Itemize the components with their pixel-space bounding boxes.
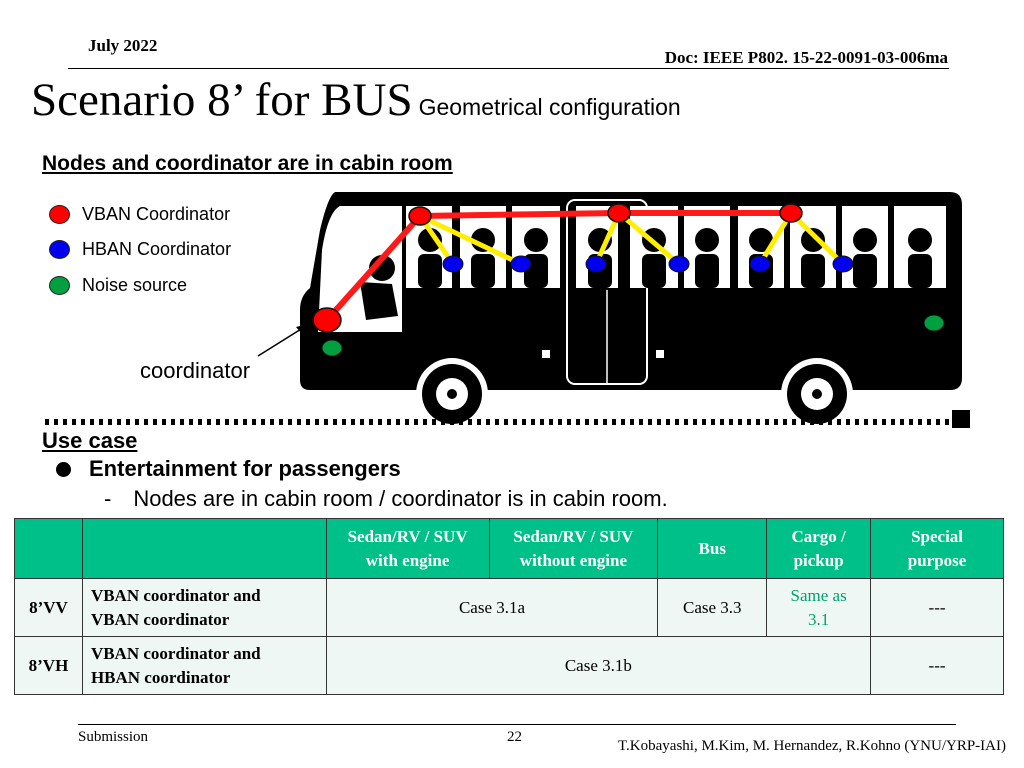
slide-title-sub: Geometrical configuration bbox=[418, 94, 681, 120]
row-description: VBAN coordinator and HBAN coordinator bbox=[82, 637, 326, 695]
legend-vban-label: VBAN Coordinator bbox=[82, 204, 231, 224]
diagram-heading: Nodes and coordinator are in cabin room bbox=[42, 152, 453, 175]
use-case-bullet-text: Entertainment for passengers bbox=[89, 456, 401, 481]
scenario-table bbox=[14, 518, 1004, 695]
table-header-cell: Bus bbox=[658, 519, 767, 579]
table-header-cell: Sedan/RV / SUV with engine bbox=[326, 519, 489, 579]
table-header-cell: Sedan/RV / SUV without engine bbox=[489, 519, 658, 579]
table-header-cell: Special purpose bbox=[871, 519, 1004, 579]
use-case-heading: Use case bbox=[42, 428, 138, 453]
footer-authors: T.Kobayashi, M.Kim, M. Hernandez, R.Kohno (YNU/YRP-IAI) bbox=[618, 738, 1006, 754]
table-header-cell bbox=[15, 519, 83, 579]
table-header-row bbox=[15, 519, 1004, 579]
table-header-cell bbox=[82, 519, 326, 579]
use-case-sub-bullet-text: Nodes are in cabin room / coordinator is in cabin room. bbox=[133, 486, 668, 511]
table-cell: Case 3.1a bbox=[326, 579, 658, 637]
bus-light bbox=[656, 350, 664, 358]
legend-noise-label: Noise source bbox=[82, 275, 188, 295]
header-date: July 2022 bbox=[88, 36, 158, 55]
use-case-bullet bbox=[56, 456, 401, 482]
bullet-dot-icon bbox=[56, 462, 71, 477]
table-cell: Case 3.3 bbox=[658, 579, 767, 637]
coordinator-callout-label: coordinator bbox=[140, 358, 251, 383]
row-id: 8’VV bbox=[15, 579, 83, 637]
table-row bbox=[15, 637, 1004, 695]
legend-hban-label: HBAN Coordinator bbox=[82, 239, 232, 259]
header-doc-id: Doc: IEEE P802. 15-22-0091-03-006ma bbox=[664, 48, 948, 67]
row-id: 8’VH bbox=[15, 637, 83, 695]
table-header-cell: Cargo / pickup bbox=[767, 519, 871, 579]
table-cell: --- bbox=[871, 579, 1004, 637]
row-description: VBAN coordinator and VBAN coordinator bbox=[82, 579, 326, 637]
sub-bullet-dash: - bbox=[104, 486, 112, 511]
table-cell: Case 3.1b bbox=[326, 637, 870, 695]
footer-page-number: 22 bbox=[507, 729, 522, 745]
bus-light bbox=[542, 350, 550, 358]
table-row bbox=[15, 579, 1004, 637]
footer-rule bbox=[78, 724, 956, 725]
rear-wheel bbox=[781, 358, 853, 430]
callout-arrow-line bbox=[258, 326, 306, 356]
use-case-sub-bullet bbox=[104, 486, 668, 512]
slide-title-main: Scenario 8’ for BUS bbox=[31, 74, 413, 126]
footer-submission: Submission bbox=[78, 729, 149, 745]
table-cell: Same as 3.1 bbox=[767, 579, 871, 637]
table-cell: --- bbox=[871, 637, 1004, 695]
road-end-marker bbox=[952, 410, 970, 428]
